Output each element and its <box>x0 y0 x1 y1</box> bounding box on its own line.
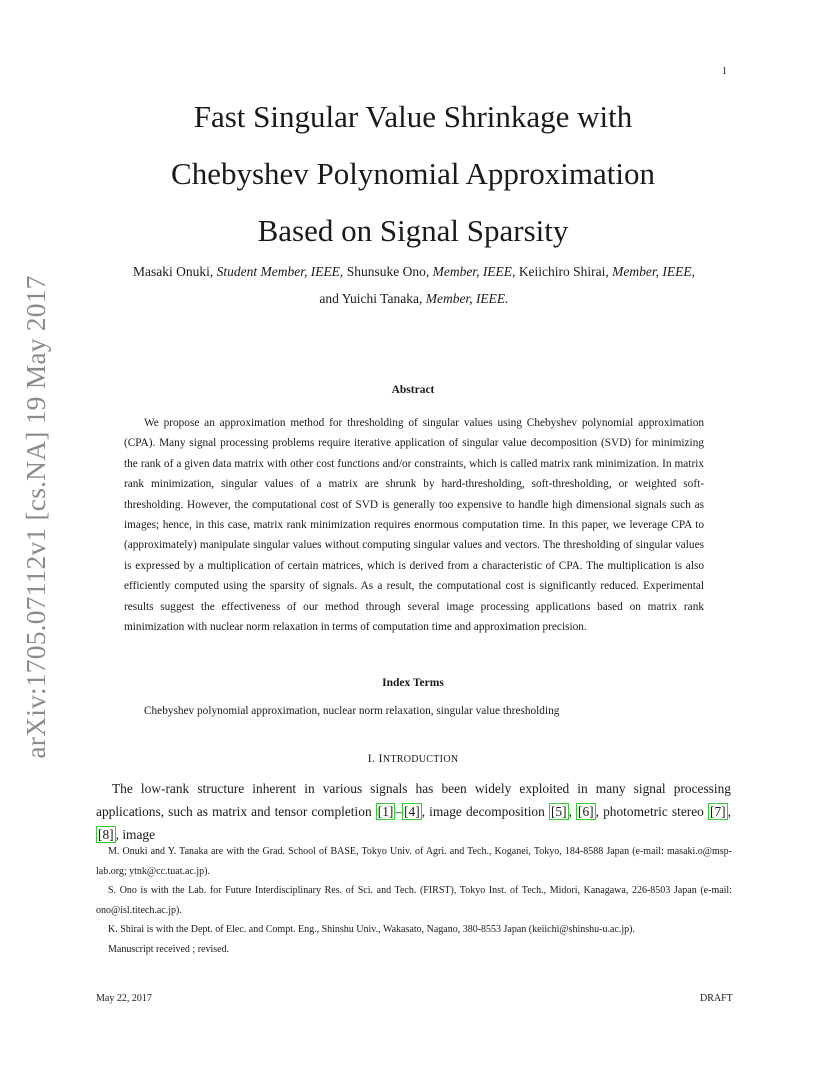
author-name: and Yuichi Tanaka, <box>319 291 423 306</box>
section-number: I. <box>367 751 376 765</box>
citation-link[interactable]: [4] <box>404 804 420 819</box>
page-number: 1 <box>722 66 727 77</box>
citation-link[interactable]: [6] <box>578 804 594 819</box>
author-membership: Member, IEEE, <box>432 264 516 279</box>
index-terms-heading: Index Terms <box>382 677 444 689</box>
title-line-3: Based on Signal Sparsity <box>257 213 569 248</box>
index-terms-text: Chebyshev polynomial approximation, nuclear norm relaxation, singular value thresholding <box>144 705 560 717</box>
footnote: S. Ono is with the Lab. for Future Interdisciplinary Res. of Sci. and Tech. (FIRST), Tokyo Inst. of Tech., Midori, Kanagawa, 226-8503 Japan (e-mail: ono@isl.titech.ac.jp). <box>96 885 732 916</box>
footer-draft-label: DRAFT <box>700 993 733 1004</box>
author-membership: Member, IEEE, <box>612 264 696 279</box>
footnote: Manuscript received ; revised. <box>108 943 230 955</box>
introduction-paragraph: The low-rank structure inherent in various signals has been widely exploited in many signal processing applications, such as matrix and tensor completion [1] – [4] , image decomposition [5] , [6] , photometric stereo [7] , [8] , image <box>96 781 731 842</box>
author-list <box>80 258 748 312</box>
author-name: Masaki Onuki, <box>132 264 214 279</box>
paper-title <box>100 88 726 259</box>
author-name: Shunsuke Ono, <box>346 264 430 279</box>
abstract-heading: Abstract <box>391 384 435 396</box>
title-line-2: Chebyshev Polynomial Approximation <box>171 156 655 191</box>
arxiv-stamp: arXiv:1705.07112v1 [cs.NA] 19 May 2017 <box>20 275 51 759</box>
citation-link[interactable]: [7] <box>709 804 726 819</box>
introduction-heading <box>100 751 726 766</box>
author-membership: Member, IEEE. <box>425 291 509 306</box>
footer-date: May 22, 2017 <box>96 993 152 1004</box>
author-membership: Student Member, IEEE, <box>216 264 344 279</box>
author-name: Keiichiro Shirai, <box>518 264 609 279</box>
citation-link[interactable]: [1] <box>377 804 394 819</box>
section-title: INTRODUCTION <box>378 751 459 765</box>
citation-link[interactable]: [5] <box>550 804 567 819</box>
abstract-text: We propose an approximation method for thresholding of singular values using Chebyshev polynomial approximation (CPA). Many signal processing problems require iterative application of singular value decomposition (SVD) for minimizing the rank of a given data matrix with other cost functions and/or constraints, which is called matrix rank minimization. In matrix rank minimization, singular values of a matrix are shrunk by hard-thresholding, soft-thresholding, or weighted soft-thresholding. However, the computational cost of SVD is generally too expensive to handle high dimensional signals such as images; hence, in this case, matrix rank minimization requires enormous computation time. In this paper, we leverage CPA to (approximately) manipulate singular values without computing singular values and vectors. The thresholding of singular values is expressed by a multiplication of certain matrices, which is derived from a characteristic of CPA. The multiplication is also efficiently computed using the sparsity of signals. As a result, the computational cost is significantly reduced. Experimental results suggest the effectiveness of our method through several image processing applications based on matrix rank minimization with nuclear norm relaxation in terms of computation time and approximation precision. <box>124 417 704 634</box>
citation-link[interactable]: [8] <box>98 827 114 842</box>
author-footnotes <box>96 842 732 959</box>
footnote: M. Onuki and Y. Tanaka are with the Grad. School of BASE, Tokyo Univ. of Agri. and Tech., Koganei, Tokyo, 184-8588 Japan (e-mail: masaki.o@msp-lab.org; ytnk@cc.tuat.ac.jp). <box>96 846 732 877</box>
footnote: K. Shirai is with the Dept. of Elec. and Compt. Eng., Shinshu Univ., Wakasato, Nagano, 380-8553 Japan (keiichi@shinshu-u.ac.jp). <box>108 924 635 935</box>
title-line-1: Fast Singular Value Shrinkage with <box>193 99 633 134</box>
